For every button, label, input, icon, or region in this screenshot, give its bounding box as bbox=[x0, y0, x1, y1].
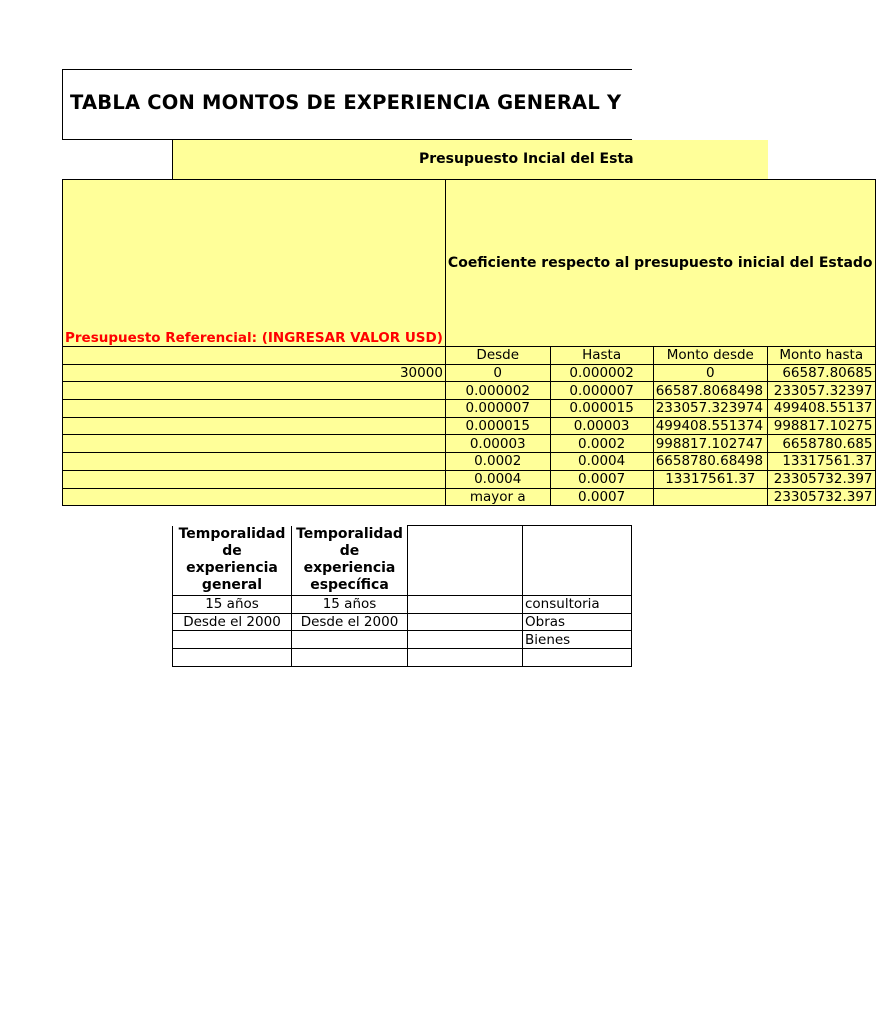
cell-desde: 0.0004 bbox=[445, 470, 550, 488]
empty-cell bbox=[63, 488, 446, 506]
table-row bbox=[63, 435, 876, 453]
table-row bbox=[63, 382, 876, 400]
cell-monto-desde: 13317561.37 bbox=[653, 470, 767, 488]
table-row bbox=[63, 488, 876, 506]
column-header-monto-hasta: Monto hasta bbox=[767, 347, 875, 365]
cell-monto-desde bbox=[653, 488, 767, 506]
cell-hasta: 0.0002 bbox=[550, 435, 653, 453]
column-header-desde: Desde bbox=[445, 347, 550, 365]
budget-label: Presupuesto Incial del Esta bbox=[419, 151, 634, 167]
temporalidad-table bbox=[172, 525, 632, 667]
title-box bbox=[62, 69, 632, 140]
reference-label: Presupuesto Referencial: (INGRESAR VALOR USD) bbox=[63, 180, 446, 347]
cell-especifica bbox=[292, 631, 408, 649]
cell-monto-hasta: 998817.10275 bbox=[767, 417, 875, 435]
table-row bbox=[63, 400, 876, 418]
empty-cell bbox=[63, 453, 446, 471]
cell-tipo: Obras bbox=[523, 613, 632, 631]
empty-header-cell bbox=[408, 526, 523, 596]
empty-cell bbox=[63, 470, 446, 488]
empty-header-cell bbox=[523, 526, 632, 596]
header-temporalidad-especifica: Temporalidad de experiencia específica bbox=[292, 526, 408, 596]
cell-hasta: 0.0007 bbox=[550, 488, 653, 506]
cell-desde: 0.000007 bbox=[445, 400, 550, 418]
table-row bbox=[173, 649, 632, 667]
empty-cell bbox=[408, 649, 523, 667]
coefficient-table bbox=[62, 179, 876, 506]
cell-monto-desde: 66587.8068498 bbox=[653, 382, 767, 400]
cell-monto-hasta: 233057.32397 bbox=[767, 382, 875, 400]
cell-monto-hasta: 23305732.397 bbox=[767, 470, 875, 488]
cell-hasta: 0.000007 bbox=[550, 382, 653, 400]
empty-cell bbox=[63, 347, 446, 365]
empty-cell bbox=[63, 417, 446, 435]
cell-desde: 0 bbox=[445, 364, 550, 382]
cell-desde: 0.000015 bbox=[445, 417, 550, 435]
cell-monto-desde: 233057.323974 bbox=[653, 400, 767, 418]
table-row bbox=[63, 453, 876, 471]
cell-general bbox=[173, 631, 292, 649]
empty-cell bbox=[63, 435, 446, 453]
table-row bbox=[173, 631, 632, 649]
cell-monto-desde: 0 bbox=[653, 364, 767, 382]
cell-monto-hasta: 6658780.685 bbox=[767, 435, 875, 453]
header-temporalidad-general: Temporalidad de experiencia general bbox=[173, 526, 292, 596]
cell-desde: 0.00003 bbox=[445, 435, 550, 453]
cell-monto-hasta: 23305732.397 bbox=[767, 488, 875, 506]
cell-monto-desde: 998817.102747 bbox=[653, 435, 767, 453]
cell-tipo bbox=[523, 649, 632, 667]
empty-cell bbox=[63, 400, 446, 418]
cell-general bbox=[173, 649, 292, 667]
cell-monto-hasta: 66587.80685 bbox=[767, 364, 875, 382]
cell-hasta: 0.000015 bbox=[550, 400, 653, 418]
cell-desde: 0.000002 bbox=[445, 382, 550, 400]
cell-especifica bbox=[292, 649, 408, 667]
column-header-row bbox=[63, 347, 876, 365]
column-header-monto-desde: Monto desde bbox=[653, 347, 767, 365]
empty-cell bbox=[408, 596, 523, 614]
budget-band bbox=[172, 140, 768, 179]
cell-general: 15 años bbox=[173, 596, 292, 614]
cell-monto-hasta: 499408.55137 bbox=[767, 400, 875, 418]
cell-tipo: consultoria bbox=[523, 596, 632, 614]
cell-hasta: 0.000002 bbox=[550, 364, 653, 382]
cell-hasta: 0.0004 bbox=[550, 453, 653, 471]
cell-hasta: 0.00003 bbox=[550, 417, 653, 435]
cell-especifica: 15 años bbox=[292, 596, 408, 614]
page-title: TABLA CON MONTOS DE EXPERIENCIA GENERAL Y bbox=[70, 91, 622, 114]
coefficient-label: Coeficiente respecto al presupuesto inicial del Estado bbox=[445, 180, 875, 347]
table-row bbox=[63, 364, 876, 382]
table-row bbox=[63, 417, 876, 435]
cell-desde: mayor a bbox=[445, 488, 550, 506]
cell-desde: 0.0002 bbox=[445, 453, 550, 471]
cell-monto-hasta: 13317561.37 bbox=[767, 453, 875, 471]
empty-cell bbox=[63, 382, 446, 400]
table-row bbox=[63, 470, 876, 488]
temporalidad-header-row bbox=[173, 526, 632, 596]
cell-hasta: 0.0007 bbox=[550, 470, 653, 488]
cell-monto-desde: 499408.551374 bbox=[653, 417, 767, 435]
reference-value-input[interactable]: 30000 bbox=[63, 364, 446, 382]
empty-cell bbox=[408, 613, 523, 631]
cell-monto-desde: 6658780.68498 bbox=[653, 453, 767, 471]
table-row bbox=[173, 613, 632, 631]
cell-general: Desde el 2000 bbox=[173, 613, 292, 631]
column-header-hasta: Hasta bbox=[550, 347, 653, 365]
empty-cell bbox=[408, 631, 523, 649]
table-header-row bbox=[63, 180, 876, 347]
cell-tipo: Bienes bbox=[523, 631, 632, 649]
table-row bbox=[173, 596, 632, 614]
cell-especifica: Desde el 2000 bbox=[292, 613, 408, 631]
